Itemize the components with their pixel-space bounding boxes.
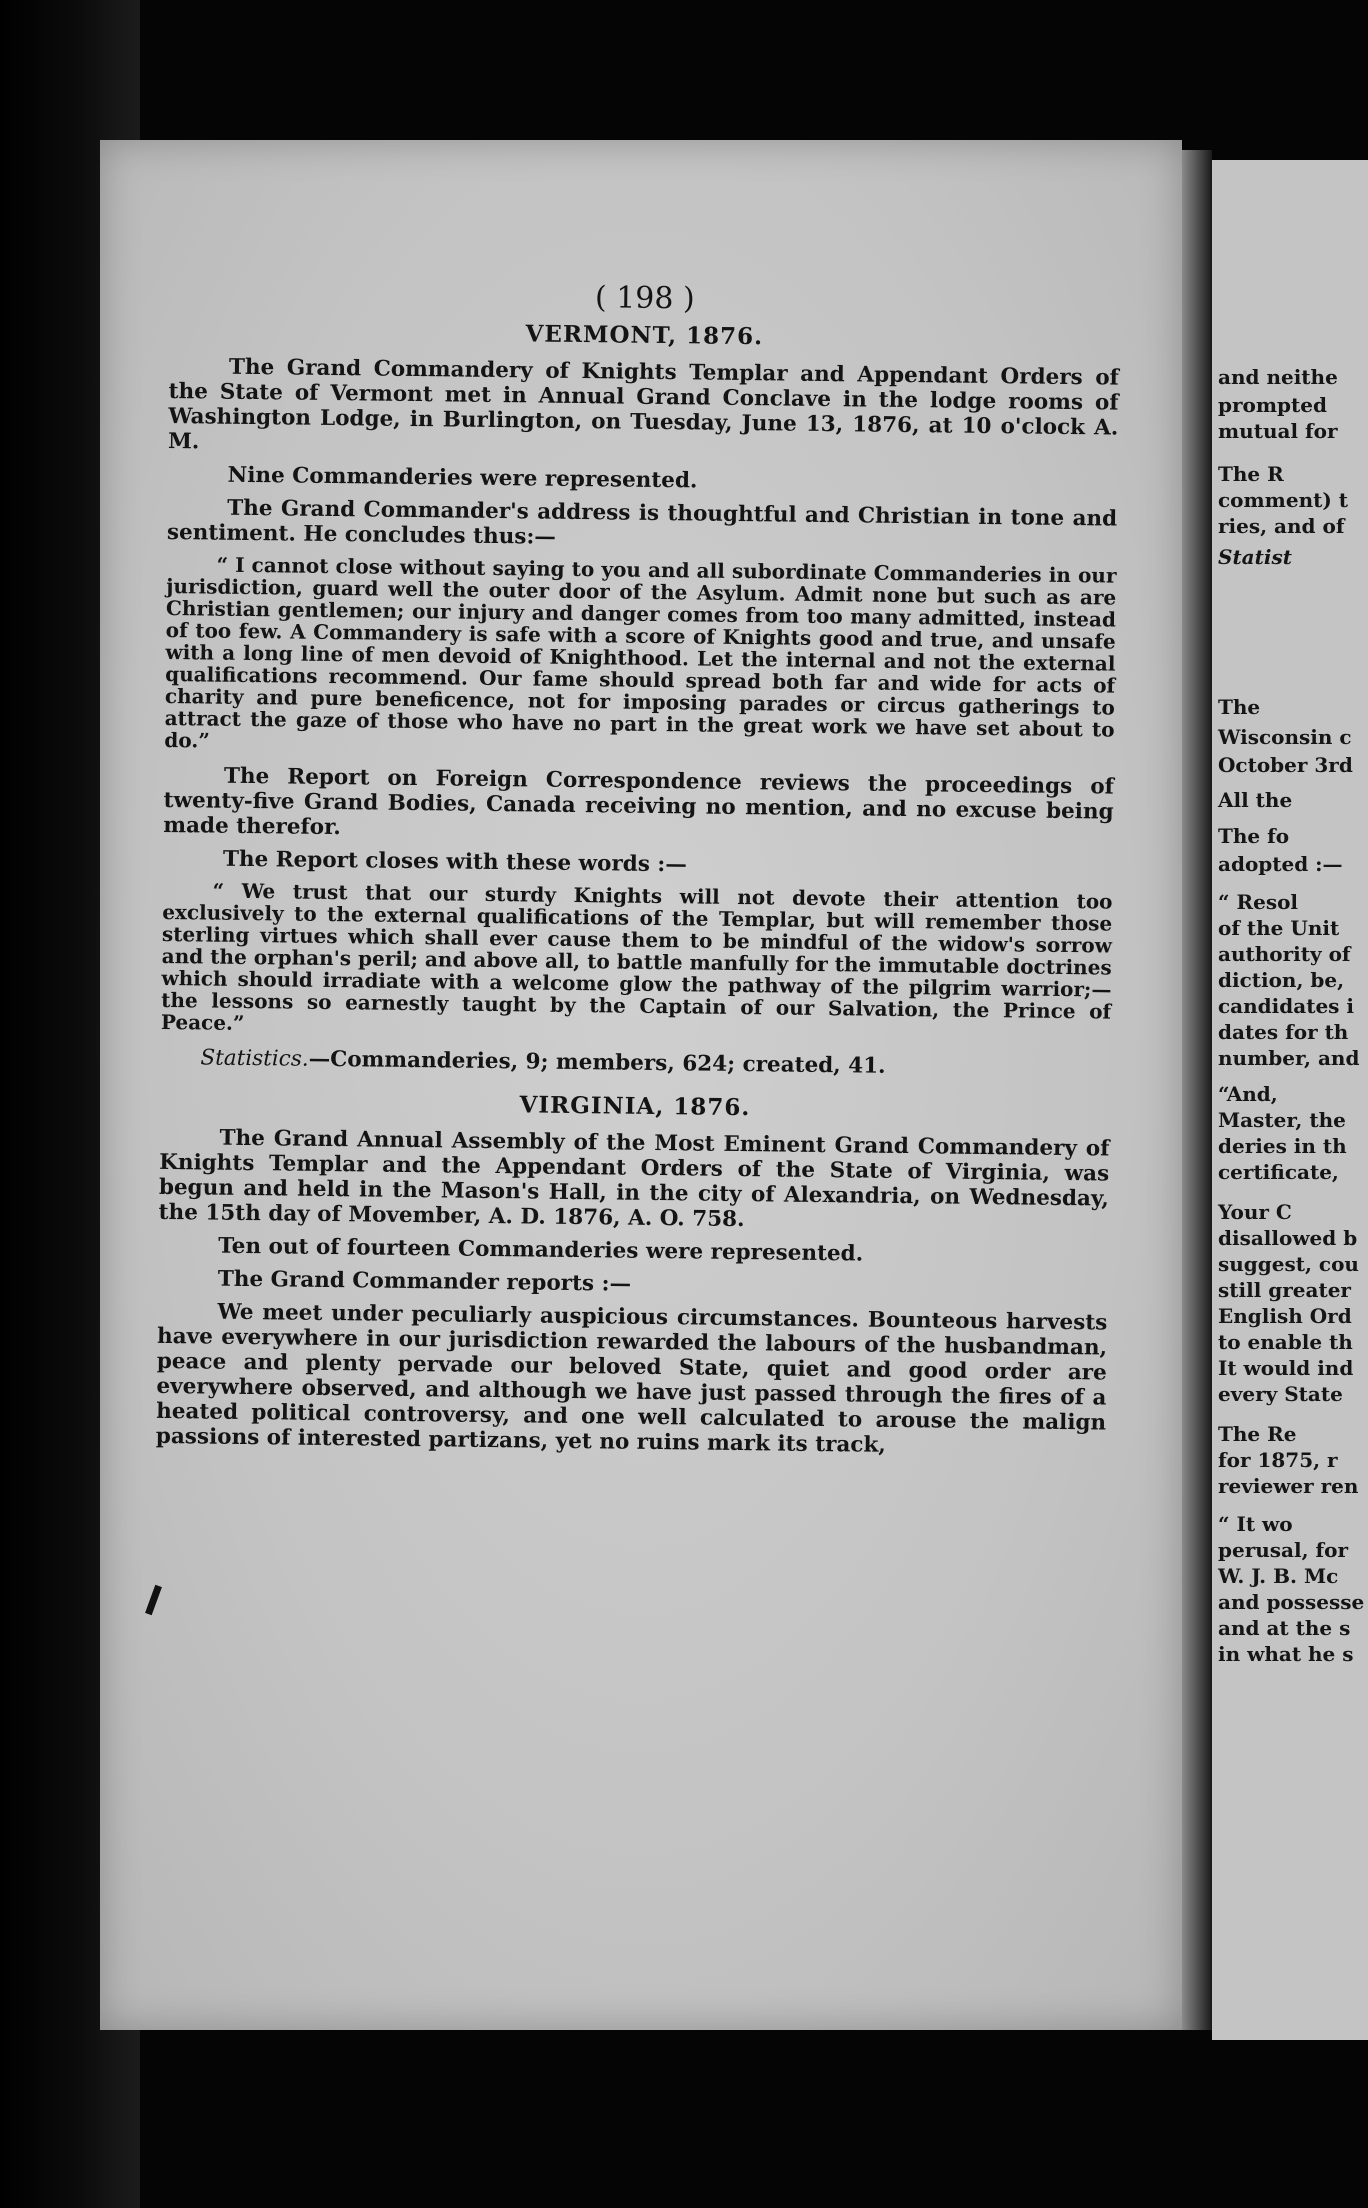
facing-page-line: still greater <box>1218 1278 1351 1302</box>
vermont-quote-2: “ We trust that our sturdy Knights will not devote their attention too exclusively to the external qualifications of the Templar, but will remember those sterling virtues which shall ever cause them to be mindful of the widow's sorrow and the orphan's peril; and above all, to battle manfully for the immutable doctrines which should irradiate with a welcome glow the pathway of the pilgrim warrior;—the lessons so earnestly taught by the Captain of our Salvation, the Prince of Peace.” <box>160 878 1113 1035</box>
facing-page-line: number, and <box>1218 1046 1360 1070</box>
facing-page-line: The R <box>1218 462 1284 486</box>
facing-page-line: “And, <box>1218 1082 1278 1106</box>
facing-page-line: authority of <box>1218 942 1351 966</box>
facing-page-line: “ It wo <box>1218 1512 1293 1536</box>
section-heading-virginia: VIRGINIA, 1876. <box>519 1091 751 1122</box>
vermont-paragraph-5: The Report closes with these words :— <box>222 846 687 878</box>
facing-page-line: Wisconsin c <box>1218 725 1352 749</box>
facing-page-line: perusal, for <box>1218 1538 1349 1562</box>
facing-page-line: certificate, <box>1218 1160 1339 1184</box>
vermont-paragraph-1: The Grand Commandery of Knights Templar and Appendant Orders of the State of Vermont met in Annual Grand Conclave in the lodge rooms of Washington Lodge, in Burlington, on Tuesday, June 13, 1876, at 10 o'clock A. M. <box>167 354 1120 455</box>
facing-page-line: The Re <box>1218 1422 1297 1446</box>
facing-page-line: and possesse <box>1218 1590 1365 1614</box>
facing-page-line: dates for th <box>1218 1020 1349 1044</box>
facing-page-line: to enable th <box>1218 1330 1353 1354</box>
statistics-text: —Commanderies, 9; members, 624; created, 41. <box>308 1046 886 1079</box>
page-gutter <box>1182 150 1212 2030</box>
vermont-quote-1: “ I cannot close without saying to you and all subordinate Commanderies in our jurisdiction, guard well the outer door of the Asylum. Admit none but such as are Christian gentlemen; our injury and danger comes from too many admitted, instead of too few. A Commandery is safe with a score of Knights good and true, and unsafe with a long line of men devoid of Knighthood. Let the internal and not the external qualifications recommend. Our fame should spread both far and wide for acts of charity and pure beneficence, not for imposing parades or circus gatherings to attract the gaze of those who have no part in the great work we have set about to do.” <box>164 552 1117 753</box>
facing-page-line: in what he s <box>1218 1642 1354 1666</box>
facing-page-line: diction, be, <box>1218 968 1345 992</box>
facing-page-line: and at the s <box>1218 1616 1351 1640</box>
vermont-statistics <box>160 1045 1110 1082</box>
facing-page-line: prompted <box>1218 393 1327 417</box>
facing-page-fragment <box>1212 160 1368 2040</box>
vermont-paragraph-2: Nine Commanderies were represented. <box>227 462 698 494</box>
vermont-paragraph-3: The Grand Commander's address is thoughtful and Christian in tone and sentiment. He concludes thus:— <box>166 495 1118 550</box>
page-content <box>156 280 1120 1469</box>
virginia-paragraph-2: Ten out of fourteen Commanderies were represented. <box>218 1233 864 1267</box>
facing-page-line: Statist <box>1218 545 1292 569</box>
virginia-paragraph-4: We meet under peculiarly auspicious circumstances. Bounteous harvests have everywhere in our jurisdiction rewarded the labours of the husbandman, peace and plenty pervade our beloved State, quiet and good order are everywhere observed, and although we have just passed through the fires of a heated political controversy, and one well calculated to arouse the malign passions of interested partizans, yet no ruins mark its track, <box>155 1299 1108 1458</box>
facing-page-line: of the Unit <box>1218 916 1340 940</box>
facing-page-line: Your C <box>1218 1200 1292 1224</box>
facing-page-line: disallowed b <box>1218 1226 1358 1250</box>
facing-page-line: Master, the <box>1218 1108 1346 1132</box>
facing-page-line: ries, and of <box>1218 514 1345 538</box>
facing-page-line: for 1875, r <box>1218 1448 1338 1472</box>
virginia-paragraph-3: The Grand Commander reports :— <box>217 1266 632 1297</box>
facing-page-line: The <box>1218 695 1261 719</box>
facing-page-line: W. J. B. Mc <box>1218 1564 1339 1588</box>
facing-page-line: reviewer ren <box>1218 1474 1359 1498</box>
vermont-paragraph-4: The Report on Foreign Correspondence reviews the proceedings of twenty-five Grand Bodies, Canada receiving no mention, and no excuse being made therefor. <box>163 763 1115 841</box>
facing-page-line: English Ord <box>1218 1304 1352 1328</box>
facing-page-line: mutual for <box>1218 419 1338 443</box>
page-number: ( 198 ) <box>594 280 695 317</box>
facing-page-line: suggest, cou <box>1218 1252 1359 1276</box>
facing-page-line: It would ind <box>1218 1356 1354 1380</box>
facing-page-line: All the <box>1218 788 1293 812</box>
section-heading-vermont: VERMONT, 1876. <box>525 320 764 351</box>
statistics-label: Statistics. <box>200 1045 309 1072</box>
facing-page-line: adopted :— <box>1218 852 1343 876</box>
facing-page-line: deries in th <box>1218 1134 1347 1158</box>
facing-page-line: The fo <box>1218 824 1290 848</box>
virginia-paragraph-1: The Grand Annual Assembly of the Most Eminent Grand Commandery of Knights Templar and the Appendant Orders of the State of Virginia, was begun and held in the Mason's Hall, in the city of Alexandria, on Wednesday, the 15th day of Movember, A. D. 1876, A. O. 758. <box>158 1125 1110 1233</box>
facing-page-line: October 3rd <box>1218 753 1353 777</box>
facing-page-line: “ Resol <box>1218 890 1299 914</box>
facing-page-line: candidates i <box>1218 994 1354 1018</box>
facing-page-line: comment) t <box>1218 488 1349 512</box>
facing-page-line: every State <box>1218 1382 1343 1406</box>
facing-page-line: and neithe <box>1218 365 1338 389</box>
